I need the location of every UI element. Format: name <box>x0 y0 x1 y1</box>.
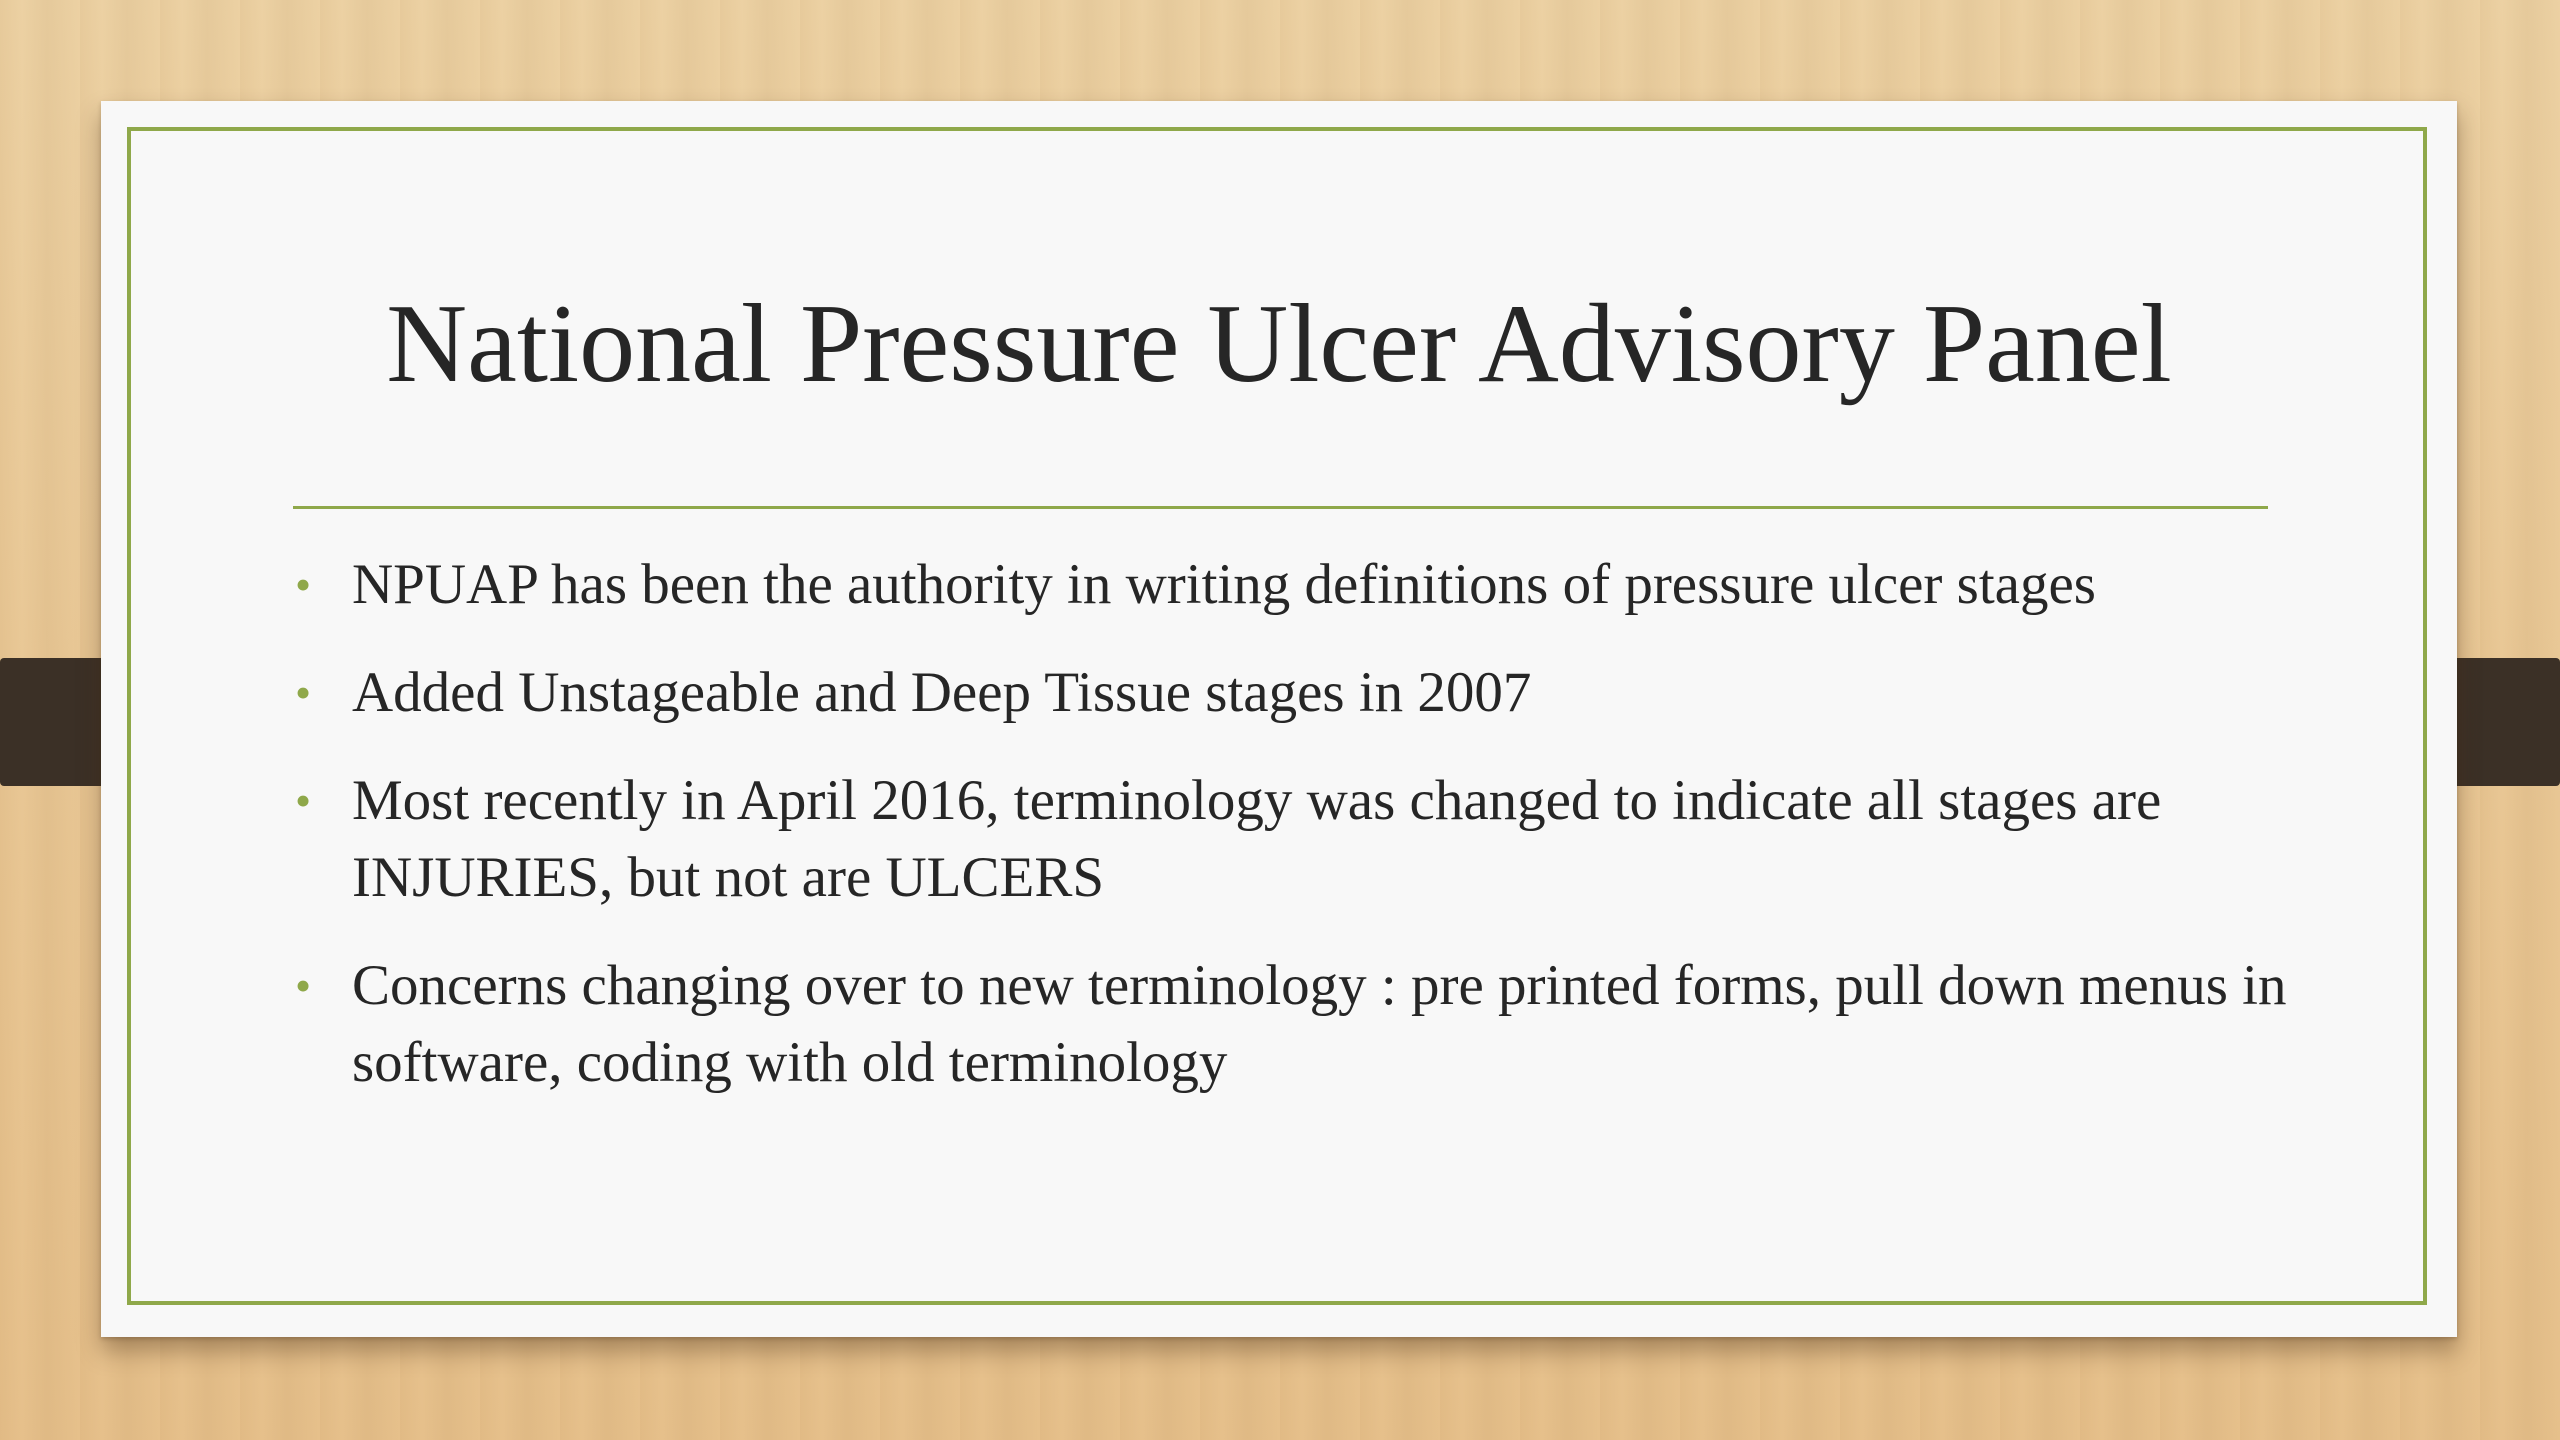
bullet-text: Added Unstageable and Deep Tissue stages in 2007 <box>352 661 1532 724</box>
bullet-item <box>293 762 2293 916</box>
slide <box>101 101 2457 1337</box>
bullet-list <box>293 546 2293 1132</box>
bullet-item <box>293 947 2293 1101</box>
bullet-text: Concerns changing over to new terminology : pre printed forms, pull down menus in software, coding with old terminology <box>352 954 2287 1094</box>
bullet-text: Most recently in April 2016, terminology was changed to indicate all stages are INJURIES, but not are ULCERS <box>352 769 2162 909</box>
bullet-item <box>293 654 2293 731</box>
bullet-dot-icon: • <box>295 960 312 1011</box>
bullet-item <box>293 546 2293 623</box>
bullet-text: NPUAP has been the authority in writing definitions of pressure ulcer stages <box>352 553 2096 616</box>
slide-title: National Pressure Ulcer Advisory Panel <box>386 282 2172 406</box>
bullet-dot-icon: • <box>295 667 312 718</box>
bullet-dot-icon: • <box>295 559 312 610</box>
bullet-dot-icon: • <box>295 775 312 826</box>
title-divider <box>293 506 2268 509</box>
